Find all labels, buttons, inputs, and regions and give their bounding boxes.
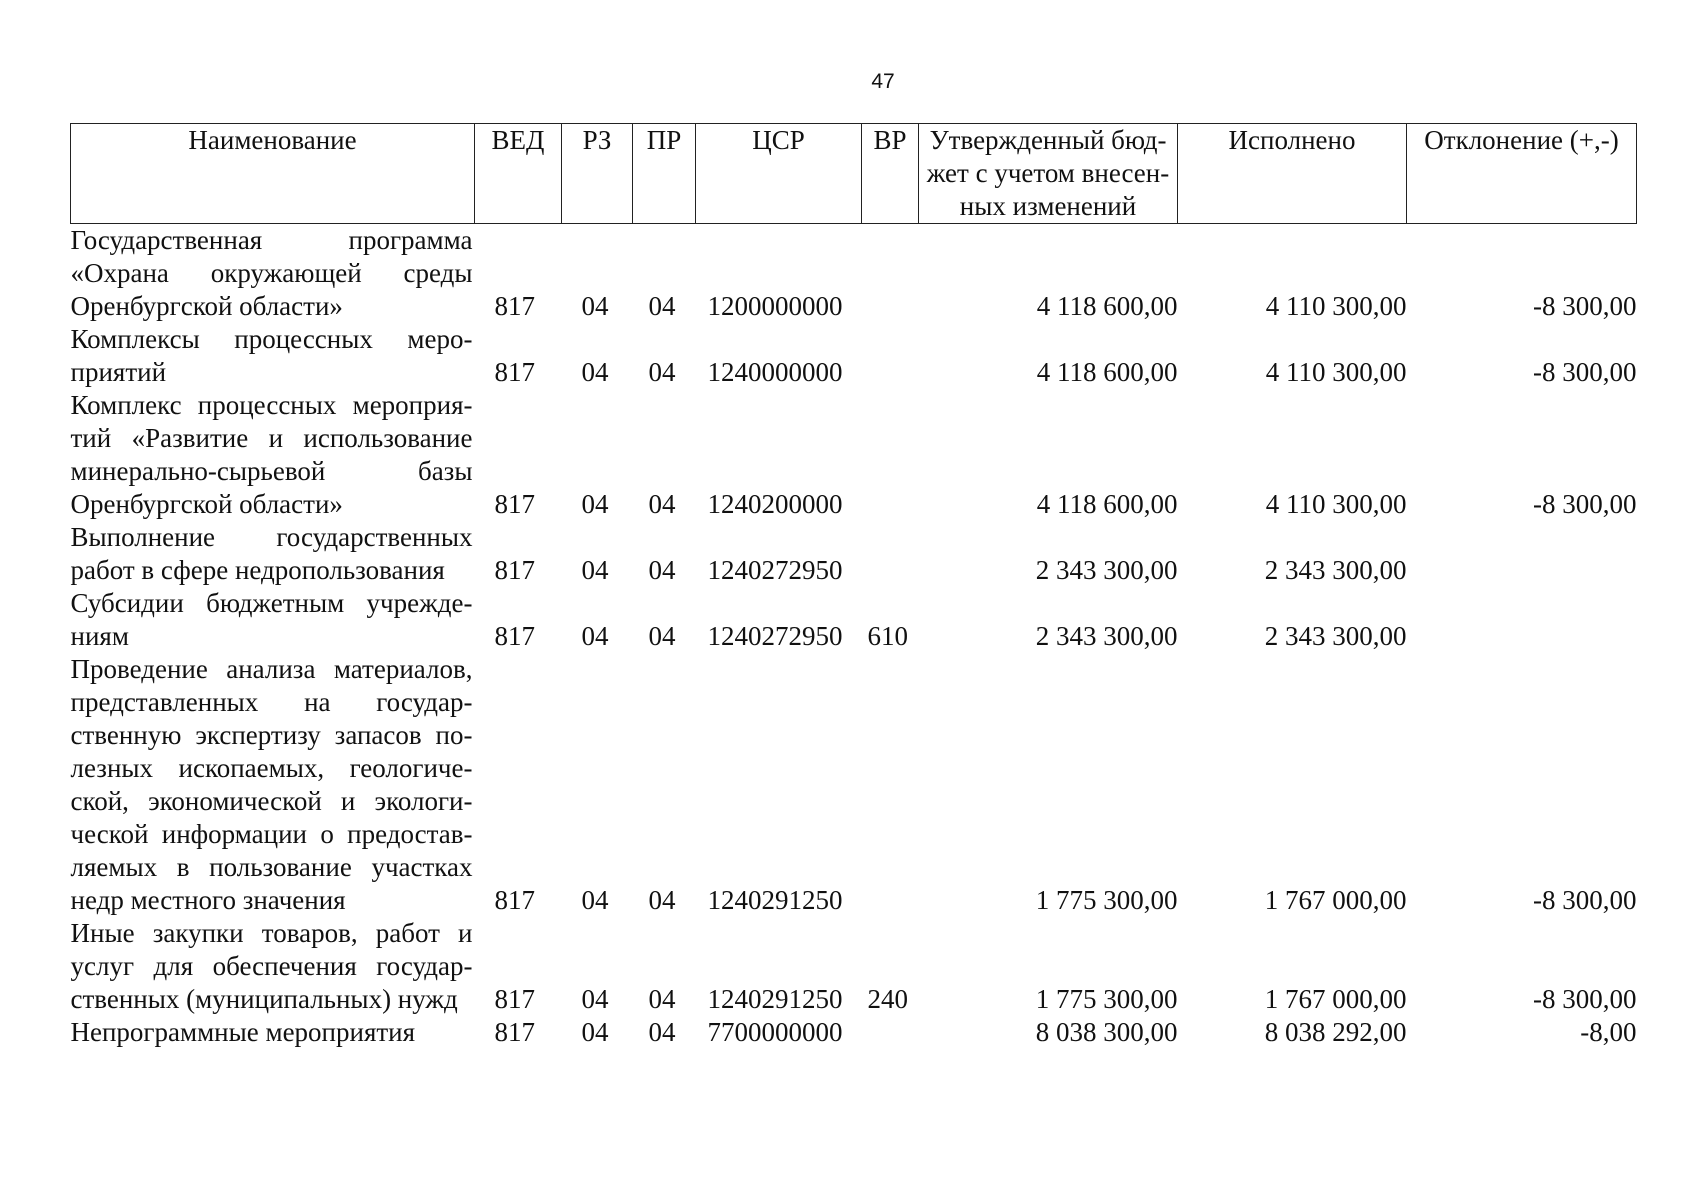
- row-vr-code: [862, 1016, 919, 1049]
- row-deviation: -8 300,00: [1533, 291, 1637, 321]
- row-rz-code: 04: [581, 489, 609, 519]
- row-approved-budget: 4 118 600,00: [1036, 291, 1178, 321]
- column-header-rz: РЗ: [562, 124, 633, 224]
- row-rz-code: 04: [581, 984, 609, 1014]
- column-header-approved-budget: [919, 124, 1178, 224]
- row-executed: 4 110 300,00: [1265, 489, 1407, 519]
- row-pr-code: 04: [648, 984, 676, 1014]
- table-row: [71, 1016, 1637, 1049]
- approved-header-line-2: жет с учетом внесен-: [926, 158, 1170, 188]
- row-rz-code: 04: [581, 621, 609, 651]
- row-ved-code: 817: [494, 555, 535, 585]
- row-name: Выполнение государственных работ в сфере недропользования: [70, 522, 473, 585]
- row-pr-code: 04: [648, 357, 676, 387]
- row-executed: 8 038 292,00: [1264, 1017, 1407, 1047]
- row-executed: 1 767 000,00: [1264, 885, 1407, 915]
- row-approved-budget: 4 118 600,00: [1036, 489, 1178, 519]
- row-approved-budget: 2 343 300,00: [1035, 621, 1178, 651]
- column-header-name: Наименование: [71, 124, 475, 224]
- row-vr-code: [862, 521, 919, 587]
- row-csr-code: 1240291250: [707, 984, 843, 1014]
- row-rz-code: 04: [581, 885, 609, 915]
- row-pr-code: 04: [648, 621, 676, 651]
- row-pr-code: 04: [648, 291, 676, 321]
- column-header-ved: ВЕД: [475, 124, 562, 224]
- column-header-deviation: Отклонение (+,-): [1407, 124, 1637, 224]
- row-approved-budget: 2 343 300,00: [1035, 555, 1178, 585]
- column-header-csr: ЦСР: [696, 124, 862, 224]
- row-csr-code: 1240000000: [707, 357, 843, 387]
- row-vr-code: 610: [867, 621, 908, 651]
- budget-execution-table: [70, 123, 1637, 1049]
- row-pr-code: 04: [648, 555, 676, 585]
- row-approved-budget: 1 775 300,00: [1035, 885, 1178, 915]
- row-name: Проведение анализа материалов, представленных на государственную экспертизу запасов полезных ископаемых, геологической, экономической и экологической информации о предоставляемых в пользование участках недр местного значения: [70, 654, 473, 915]
- row-csr-code: 1240200000: [707, 489, 843, 519]
- row-approved-budget: 8 038 300,00: [1035, 1017, 1178, 1047]
- table-header: [71, 124, 1637, 224]
- row-name: Государственная программа «Охрана окружающей среды Оренбургской области»: [70, 225, 473, 321]
- row-ved-code: 817: [494, 1017, 535, 1047]
- row-executed: 4 110 300,00: [1265, 357, 1407, 387]
- row-csr-code: 1240291250: [707, 885, 843, 915]
- row-pr-code: 04: [648, 489, 676, 519]
- row-csr-code: 1200000000: [707, 291, 843, 321]
- row-deviation: -8 300,00: [1533, 489, 1637, 519]
- row-name: Комплекс процессных мероприятий «Развитие и использование минерально-сырьевой базы Оренбургской области»: [70, 390, 473, 519]
- row-pr-code: 04: [648, 885, 676, 915]
- row-ved-code: 817: [494, 291, 535, 321]
- row-ved-code: 817: [494, 489, 535, 519]
- row-rz-code: 04: [581, 357, 609, 387]
- row-executed: 2 343 300,00: [1264, 555, 1407, 585]
- row-deviation: -8,00: [1580, 1017, 1637, 1047]
- row-deviation: -8 300,00: [1533, 885, 1637, 915]
- row-ved-code: 817: [494, 984, 535, 1014]
- row-rz-code: 04: [581, 555, 609, 585]
- row-rz-code: 04: [581, 1017, 609, 1047]
- table-row: [71, 587, 1637, 653]
- row-csr-code: 7700000000: [707, 1017, 843, 1047]
- table-row: [71, 323, 1637, 389]
- approved-header-line-3: ных изменений: [959, 191, 1137, 221]
- row-deviation: [1407, 521, 1637, 587]
- row-vr-code: [862, 323, 919, 389]
- row-csr-code: 1240272950: [707, 621, 843, 651]
- row-vr-code: [862, 224, 919, 324]
- row-vr-code: 240: [867, 984, 908, 1014]
- row-ved-code: 817: [494, 357, 535, 387]
- row-name: Непрограммные мероприятия: [70, 1017, 416, 1047]
- column-header-vr: ВР: [862, 124, 919, 224]
- row-deviation: -8 300,00: [1533, 357, 1637, 387]
- row-executed: 4 110 300,00: [1265, 291, 1407, 321]
- row-pr-code: 04: [648, 1017, 676, 1047]
- row-executed: 1 767 000,00: [1264, 984, 1407, 1014]
- row-ved-code: 817: [494, 621, 535, 651]
- row-approved-budget: 1 775 300,00: [1035, 984, 1178, 1014]
- table-row: [71, 389, 1637, 521]
- row-executed: 2 343 300,00: [1264, 621, 1407, 651]
- row-name: Субсидии бюджетным учреждениям: [70, 588, 473, 651]
- table-row: [71, 653, 1637, 917]
- approved-header-line-1: Утвержденный бюд-: [929, 125, 1167, 155]
- row-deviation: -8 300,00: [1533, 984, 1637, 1014]
- column-header-executed: Исполнено: [1178, 124, 1407, 224]
- table-body: [71, 224, 1637, 1050]
- table-row: [71, 224, 1637, 324]
- row-approved-budget: 4 118 600,00: [1036, 357, 1178, 387]
- row-ved-code: 817: [494, 885, 535, 915]
- row-rz-code: 04: [581, 291, 609, 321]
- row-vr-code: [862, 653, 919, 917]
- row-vr-code: [862, 389, 919, 521]
- column-header-pr: ПР: [633, 124, 696, 224]
- row-name: Комплексы процессных мероприятий: [70, 324, 473, 387]
- table-row: [71, 917, 1637, 1016]
- row-name: Иные закупки товаров, работ и услуг для обеспечения государственных (муниципальных) нужд: [70, 918, 473, 1014]
- table-row: [71, 521, 1637, 587]
- row-deviation: [1407, 587, 1637, 653]
- row-csr-code: 1240272950: [707, 555, 843, 585]
- page-number: 47: [871, 70, 895, 93]
